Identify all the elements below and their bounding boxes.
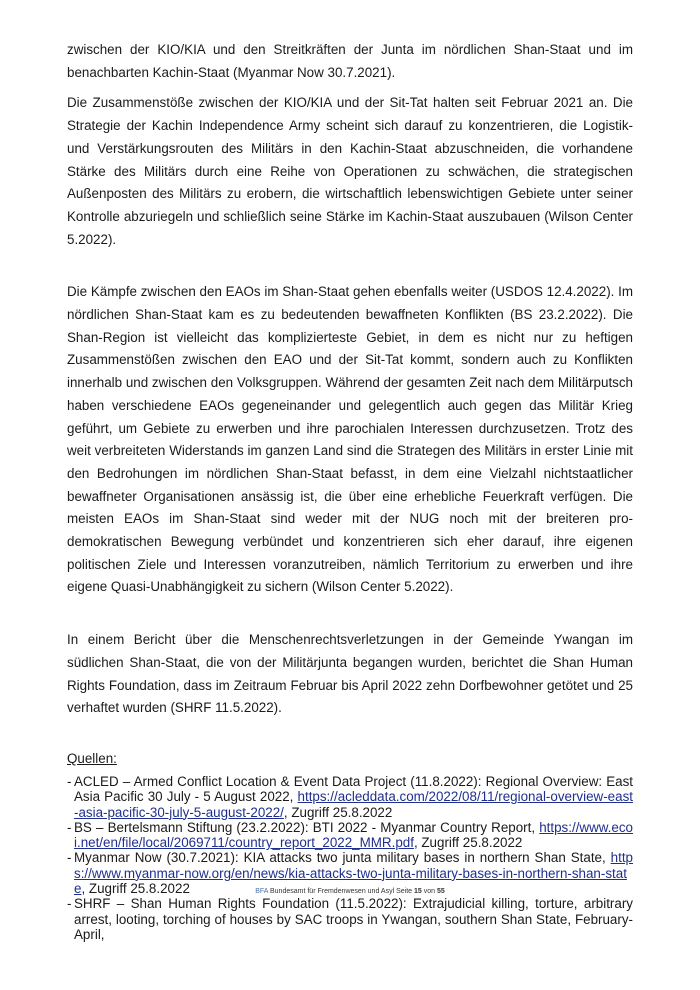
source-item-acled — [67, 774, 633, 820]
list-bullet: - — [67, 819, 72, 835]
source-link-myanmar-now[interactable]: https://www.myanmar-now.org/en/news/kia-attacks-two-junta-military-bases-in-northern-shan-state — [74, 850, 633, 897]
footer-page-of: von — [423, 888, 436, 895]
paragraph-spacer — [67, 599, 633, 629]
body-paragraph-4: In einem Bericht über die Menschenrechtsverletzungen in der Gemeinde Ywangan im südlichen Shan-Staat, die von der Militärjunta begangen wurden, berichtet die Shan Human Rights Foundation, dass im Zeitraum Februar bis April 2022 zehn Dorfbewohner getötet und 25 verhaftet wurden (SHRF 11.5.2022). — [67, 632, 633, 716]
source-text: BS – Bertelsmann Stiftung (23.2.2022): BTI 2022 - Myanmar Country Report, — [74, 819, 540, 835]
sources-heading: Quellen: — [67, 750, 117, 766]
source-text: SHRF – Shan Human Rights Foundation (11.5.2022): Extrajudicial killing, torture, arbitrary arrest, looting, torching of houses by SAC troops in Ywangan, southern Shan State, February-April, — [74, 896, 633, 942]
paragraph-spacer — [67, 251, 633, 281]
body-paragraph-1: zwischen der KIO/KIA und den Streitkräften der Junta im nördlichen Shan-Staat und im benachbarten Kachin-Staat (Myanmar Now 30.7.2021). — [67, 42, 633, 80]
list-bullet: - — [67, 896, 72, 912]
footer-page-label: Seite — [396, 888, 413, 895]
source-item-shrf — [67, 896, 633, 942]
document-page — [67, 39, 633, 942]
list-bullet: - — [67, 850, 72, 866]
source-link-acled[interactable]: https://acleddata.com/2022/08/11/regional-overview-east-asia-pacific-30-july-5-august-2022/ — [74, 789, 633, 820]
body-paragraph-3: Die Kämpfe zwischen den EAOs im Shan-Staat gehen ebenfalls weiter (USDOS 12.4.2022). Im nördlichen Shan-Staat kam es zu bedeutenden bewaffneten Konflikten (BS 23.2.2022). Die Shan-Region ist vielleicht das komplizierteste Gebiet, in dem es nicht nur zu heftigen Zusammenstößen zwischen den EAO und der Sit-Tat kommt, sondern auch zu Konflikten innerhalb und zwischen den Volksgruppen. Während der gesamten Zeit nach dem Militärputsch haben verschiedene EAOs gegeneinander und gelegentlich auch gegen das Militär Krieg geführt, um Gebiete zu erwerben und ihre parochialen Interessen durchzusetzen. Trotz des weit verbreiteten Widerstands im ganzen Land sind die Strategen des Militärs in erster Linie mit den Bedrohungen im nördlichen Shan-Staat befasst, in dem eine Vielzahl nichtstaatlicher bewaffneter Organisationen ansässig ist, die über eine erhebliche Feuerkraft verfügen. Die meisten EAOs im Shan-Staat sind weder mit der NUG noch mit der breiteren pro-demokratischen Bewegung verbündet und konzentrieren sich eher darauf, ihre eigenen politischen Ziele und Interessen voranzutreiben, nämlich Territorium zu erwerben und ihre eigene Quasi-Unabhängigkeit zu sichern (Wilson Center 5.2022). — [67, 284, 633, 595]
source-item-bs — [67, 820, 633, 851]
sources-list — [67, 774, 633, 942]
source-access-date: , Zugriff 25.8.2022 — [413, 835, 523, 851]
source-access-date: , Zugriff 25.8.2022 — [283, 804, 393, 820]
footer-org-name: Bundesamt für Fremdenwesen und Asyl — [270, 888, 395, 895]
footer-page-current: 15 — [414, 888, 422, 895]
source-text: Myanmar Now (30.7.2021): KIA attacks two junta military bases in northern Shan State, — [74, 850, 611, 866]
paragraph-spacer — [67, 84, 633, 92]
body-paragraph-2: Die Zusammenstöße zwischen der KIO/KIA und der Sit-Tat halten seit Februar 2021 an. Die Strategie der Kachin Independence Army scheint sich darauf zu konzentrieren, die Logistik- und Verstärkungsrouten des Militärs in den Kachin-Staat abzuschneiden, die vorhandene Stärke des Militärs durch eine Reihe von Operationen zu schwächen, die strategischen Außenposten des Militärs zu erobern, die wirtschaftlich lebenswichtigen Gebiete unter seiner Kontrolle abzuriegeln und schließlich seine Stärke im Kachin-Staat auszubauen (Wilson Center 5.2022). — [67, 95, 633, 247]
source-link-bs[interactable]: https://www.ecoi.net/en/file/local/2069711/country_report_2022_MMR.pdf — [74, 819, 633, 851]
list-bullet: - — [67, 773, 72, 789]
source-access-date: , Zugriff 25.8.2022 — [81, 881, 190, 897]
bfa-logo: BFA — [255, 888, 269, 895]
footer-page-total: 55 — [437, 888, 445, 895]
source-text: ACLED – Armed Conflict Location & Event Data Project (11.8.2022): Regional Overview: East Asia Pacific 30 July - 5 August 2022, — [74, 773, 633, 805]
page-footer — [0, 888, 700, 895]
paragraph-spacer — [67, 720, 633, 749]
